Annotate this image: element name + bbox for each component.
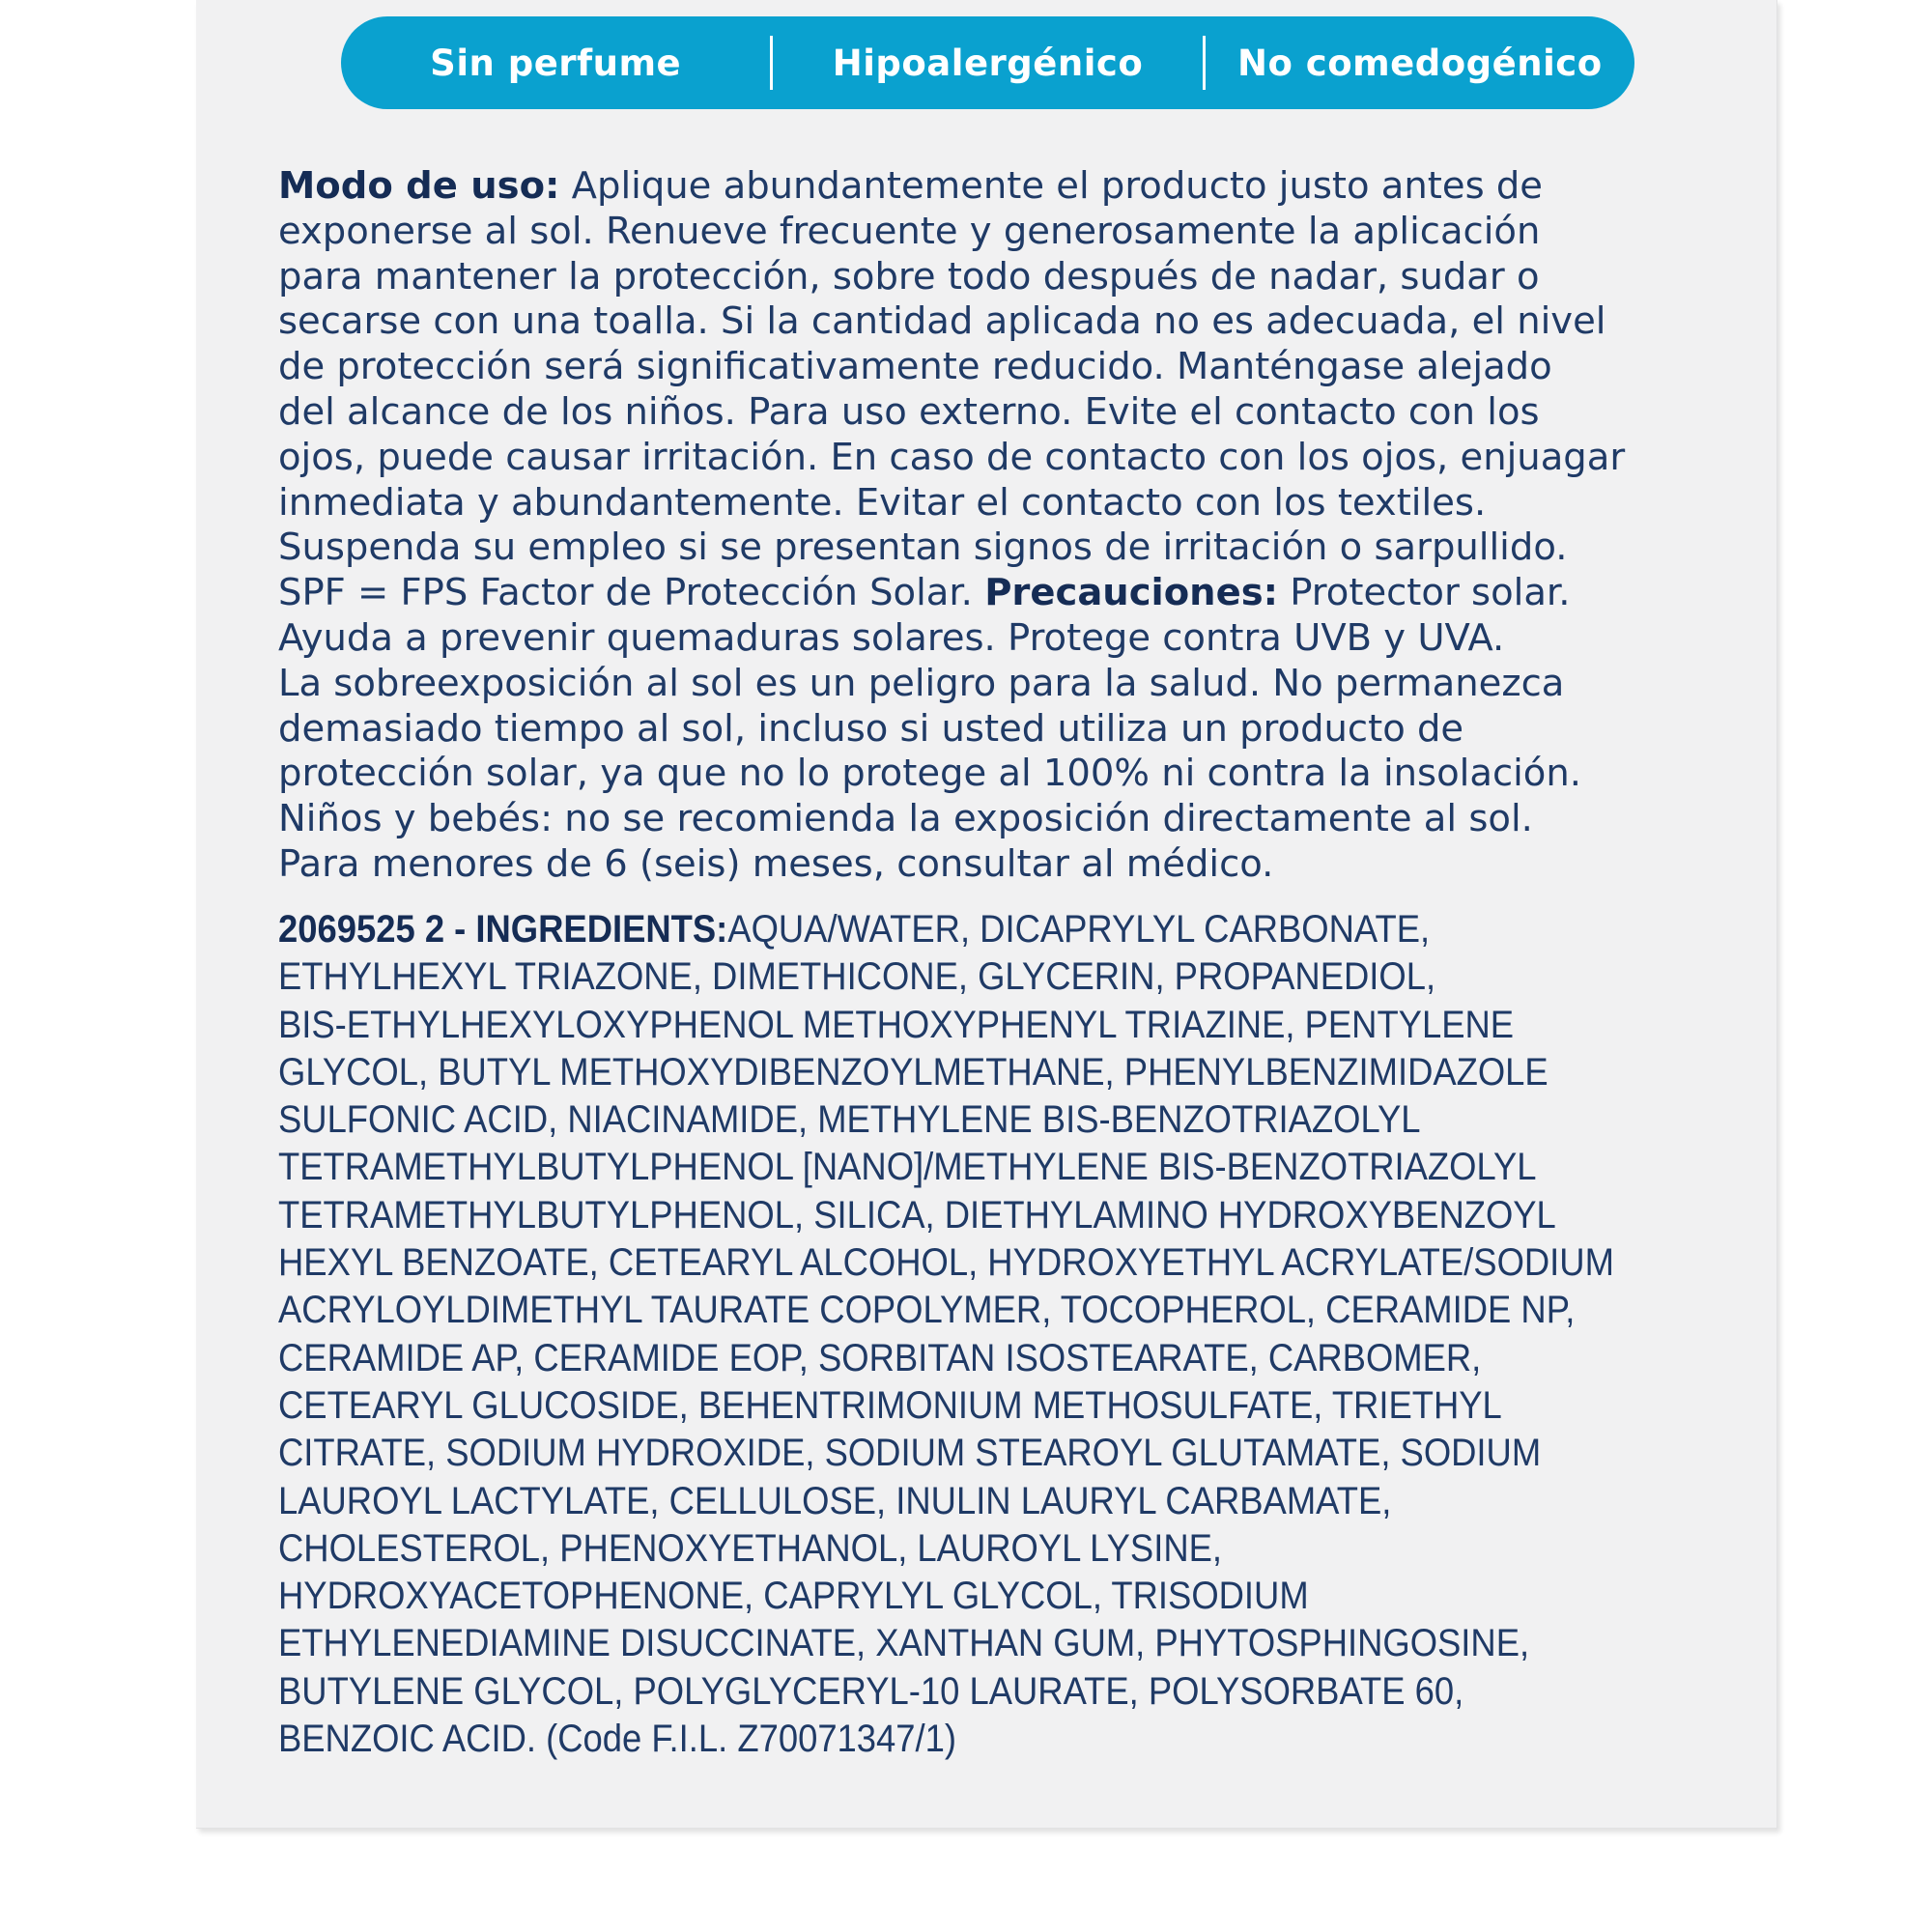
badge-no-comedogenico: No comedogénico xyxy=(1237,42,1603,84)
ingredients-line: ETHYLENEDIAMINE DISUCCINATE, XANTHAN GUM, PHYTOSPHINGOSINE, xyxy=(278,1622,1530,1665)
ingredients-list xyxy=(278,906,1614,1763)
usage-line: protección solar, ya que no lo protege al 100% ni contra la insolación. xyxy=(278,752,1582,796)
usage-line: exponerse al sol. Renueve frecuente y generosamente la aplicación xyxy=(278,209,1541,253)
usage-line: Para menores de 6 (seis) meses, consultar al médico. xyxy=(278,841,1274,886)
ingredients-line: BIS-ETHYLHEXYLOXYPHENOL METHOXYPHENYL TRIAZINE, PENTYLENE xyxy=(278,1003,1515,1046)
ingredients-line: LAUROYL LACTYLATE, CELLULOSE, INULIN LAURYL CARBAMATE, xyxy=(278,1479,1392,1522)
usage-label: Modo de uso: xyxy=(278,164,560,208)
usage-line: Modo de uso: Aplique abundantemente el producto justo antes de xyxy=(278,164,1543,208)
ingredients-line: TETRAMETHYLBUTYLPHENOL, SILICA, DIETHYLAMINO HYDROXYBENZOYL xyxy=(278,1193,1556,1236)
usage-line: SPF = FPS Factor de Protección Solar. Precauciones: Protector solar. xyxy=(278,571,1571,615)
usage-line: inmediata y abundantemente. Evitar el contacto con los textiles. xyxy=(278,480,1487,525)
ingredients-line: 2069525 2 - INGREDIENTS:AQUA/WATER, DICAPRYLYL CARBONATE, xyxy=(278,908,1431,951)
badge-hipoalergenico: Hipoalergénico xyxy=(832,42,1144,84)
ingredients-line: CERAMIDE AP, CERAMIDE EOP, SORBITAN ISOSTEARATE, CARBOMER, xyxy=(278,1336,1482,1379)
usage-line: ojos, puede causar irritación. En caso de contacto con los ojos, enjuagar xyxy=(278,435,1626,479)
ingredients-line: SULFONIC ACID, NIACINAMIDE, METHYLENE BIS-BENZOTRIAZOLYL xyxy=(278,1098,1421,1142)
usage-line: Ayuda a prevenir quemaduras solares. Protege contra UVB y UVA. xyxy=(278,615,1505,660)
ingredients-line: CITRATE, SODIUM HYDROXIDE, SODIUM STEAROYL GLUTAMATE, SODIUM xyxy=(278,1432,1542,1475)
ingredients-line: CETEARYL GLUCOSIDE, BEHENTRIMONIUM METHOSULFATE, TRIETHYL xyxy=(278,1383,1502,1427)
ingredients-line: ACRYLOYLDIMETHYL TAURATE COPOLYMER, TOCOPHEROL, CERAMIDE NP, xyxy=(278,1289,1576,1332)
ingredients-line: ETHYLHEXYL TRIAZONE, DIMETHICONE, GLYCERIN, PROPANEDIOL, xyxy=(278,955,1436,999)
ingredients-line: GLYCOL, BUTYL METHOXYDIBENZOYLMETHANE, PHENYLBENZIMIDAZOLE xyxy=(278,1050,1548,1094)
ingredients-line: BENZOIC ACID. (Code F.I.L. Z70071347/1) xyxy=(278,1718,957,1761)
ingredients-line: HEXYL BENZOATE, CETEARYL ALCOHOL, HYDROXYETHYL ACRYLATE/SODIUM xyxy=(278,1241,1614,1285)
usage-line: del alcance de los niños. Para uso externo. Evite el contacto con los xyxy=(278,389,1540,434)
usage-line: demasiado tiempo al sol, incluso si usted utiliza un producto de xyxy=(278,706,1464,751)
feature-badge-bar xyxy=(341,16,1634,109)
ingredients-line: TETRAMETHYLBUTYLPHENOL [NANO]/METHYLENE BIS-BENZOTRIAZOLYL xyxy=(278,1146,1537,1189)
usage-line: de protección será significativamente reducido. Manténgase alejado xyxy=(278,345,1552,389)
usage-line: Suspenda su empleo si se presentan signos de irritación o sarpullido. xyxy=(278,526,1568,570)
usage-line: Niños y bebés: no se recomienda la exposición directamente al sol. xyxy=(278,797,1533,841)
ingredients-label: 2069525 2 - INGREDIENTS: xyxy=(278,908,728,951)
usage-line: secarse con una toalla. Si la cantidad aplicada no es adecuada, el nivel xyxy=(278,299,1606,344)
usage-instructions xyxy=(278,164,1689,888)
badge-sin-perfume: Sin perfume xyxy=(430,42,682,84)
usage-line: La sobreexposición al sol es un peligro para la salud. No permanezca xyxy=(278,661,1565,705)
precautions-label: Precauciones: xyxy=(984,571,1279,615)
ingredients-line: BUTYLENE GLYCOL, POLYGLYCERYL-10 LAURATE, POLYSORBATE 60, xyxy=(278,1669,1464,1713)
ingredients-line: HYDROXYACETOPHENONE, CAPRYLYL GLYCOL, TRISODIUM xyxy=(278,1575,1309,1618)
usage-line: para mantener la protección, sobre todo después de nadar, sudar o xyxy=(278,254,1540,298)
ingredients-line: CHOLESTEROL, PHENOXYETHANOL, LAUROYL LYSINE, xyxy=(278,1526,1223,1570)
